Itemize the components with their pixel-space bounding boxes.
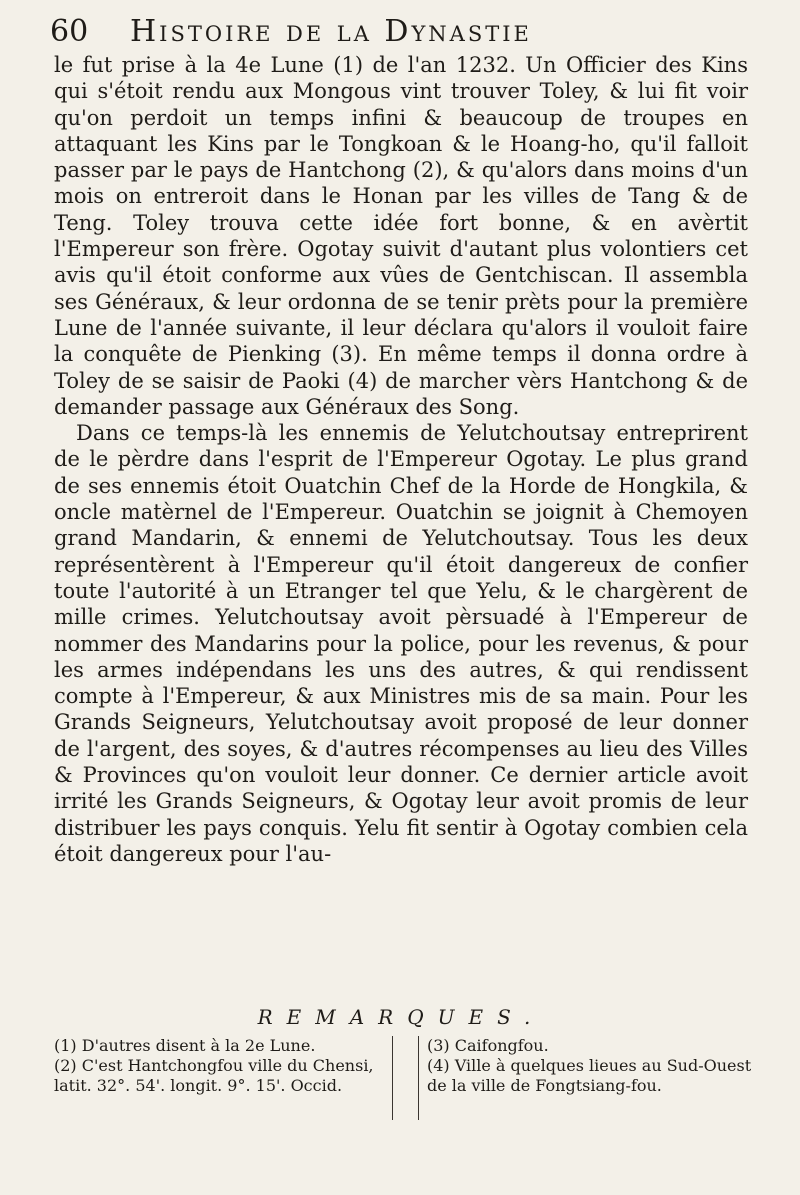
footnote: (4) Ville à quelques lieues au Sud-Ouest de la ville de Fongtsiang-fou. xyxy=(427,1056,752,1095)
page-header xyxy=(50,12,750,52)
footnote: (3) Caifongfou. xyxy=(427,1036,549,1055)
running-title: Histoire de la Dynastie xyxy=(130,14,532,49)
paragraph: le fut prise à la 4e Lune (1) de l'an 1232. Un Officier des Kins qui s'étoit rendu aux Mongous vint trouver Toley, & lui fit voir qu'on perdoit un temps infini & beaucoup de troupes en attaquant les Kins par le Tongkoan & le Hoang-ho, qu'il falloit passer par le pays de Hantchong (2), & qu'alors dans moins d'un mois on entreroit dans le Honan par les villes de Tang & de Teng. Toley trouva cette idée fort bonne, & en avèrtit l'Empereur son frère. Ogotay suivit d'autant plus volontiers cet avis qu'il étoit conforme aux vûes de Gentchiscan. Il assembla ses Généraux, & leur ordonna de se tenir prèts pour la première Lune de l'année suivante, il leur déclara qu'alors il vouloit faire la conquête de Pienking (3). En même temps il donna ordre à Toley de se saisir de Paoki (4) de marcher vèrs Hantchong & de demander passage aux Généraux des Song. xyxy=(54,53,748,419)
footnote: (1) D'autres disent à la 2e Lune. xyxy=(54,1036,316,1055)
footnotes-left-column xyxy=(54,1036,393,1120)
page-number: 60 xyxy=(50,14,89,49)
main-text xyxy=(54,52,748,867)
remarques-heading: REMARQUES. xyxy=(257,1005,545,1029)
footnotes-right-column xyxy=(418,1036,757,1120)
footnote: (2) C'est Hantchongfou ville du Chensi, latit. 32°. 54'. longit. 9°. 15'. Occid. xyxy=(54,1056,374,1095)
paragraph: Dans ce temps-là les ennemis de Yelutchoutsay entreprirent de le pèrdre dans l'esprit de l'Empereur Ogotay. Le plus grand de ses ennemis étoit Ouatchin Chef de la Horde de Hongkila, & oncle matèrnel de l'Empereur. Ouatchin se joignit à Chemoyen grand Mandarin, & ennemi de Yelutchoutsay. Tous les deux représentèrent à l'Empereur qu'il étoit dangereux de confier toute l'autorité à un Etranger tel que Yelu, & le chargèrent de mille crimes. Yelutchoutsay avoit pèrsuadé à l'Empereur de nommer des Mandarins pour la police, pour les revenus, & pour les armes indépendans les uns des autres, & qui rendissent compte à l'Empereur, & aux Ministres mis de sa main. Pour les Grands Seigneurs, Yelutchoutsay avoit proposé de leur donner de l'argent, des soyes, & d'autres récompenses au lieu des Villes & Provinces qu'on vouloit leur donner. Ce dernier article avoit irrité les Grands Seigneurs, & Ogotay leur avoit promis de leur distribuer les pays conquis. Yelu fit sentir à Ogotay combien cela étoit dangereux pour l'au- xyxy=(54,421,748,866)
